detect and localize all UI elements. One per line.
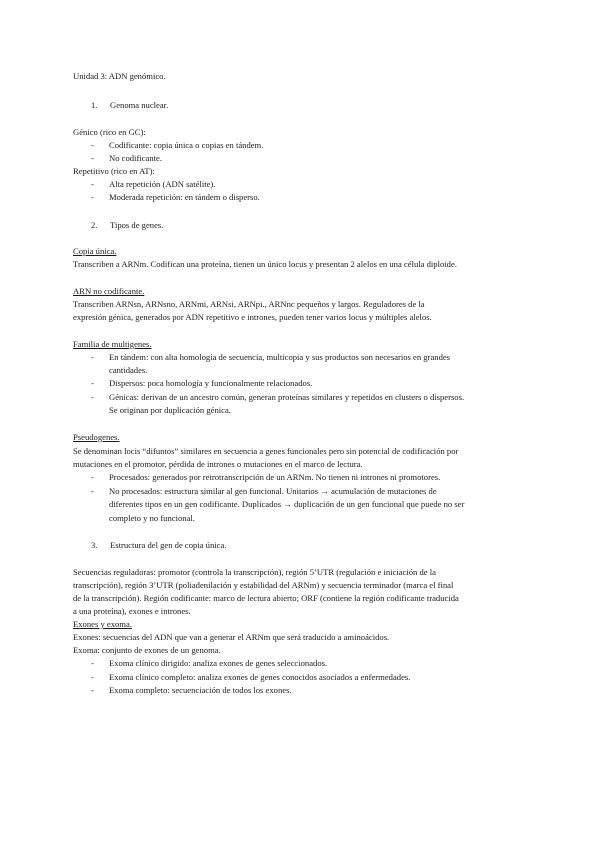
list-item: Moderada repetición: en tándem o disperso. [109, 192, 260, 202]
list-bullet: - [91, 672, 94, 682]
list-bullet: - [91, 179, 94, 189]
list-item: Codificante: copia única o copias en tándem. [109, 140, 264, 150]
genico-label: Génico (rico en GC): [73, 127, 146, 137]
repetitivo-label: Repetitivo (rico en AT): [73, 166, 155, 176]
list-item: Exoma completo: secuenciación de todos los exones. [109, 685, 292, 695]
document-title: Unidad 3: ADN genómico. [73, 71, 166, 81]
list-item-continuation: completo y no funcional. [109, 513, 195, 523]
copia-unica-heading: Copia única. [73, 246, 117, 256]
list-item: Exoma clínico dirigido: analiza exones de genes seleccionados. [109, 658, 328, 668]
section-2-heading: Tipos de genes. [110, 220, 164, 230]
paragraph-line: mutaciones en el promotor, pérdida de intrones o mutaciones en el marco de lectura. [73, 459, 363, 469]
list-bullet: - [91, 685, 94, 695]
exones-heading: Exones y exoma. [73, 619, 132, 629]
list-item-continuation: Se originan por duplicación génica. [109, 405, 231, 415]
list-bullet: - [91, 658, 94, 668]
list-bullet: - [91, 153, 94, 163]
paragraph-line: transcripción), región 3’UTR (poliadenilación y estabilidad del ARNm) y secuencia terminador (marca el final [73, 580, 454, 590]
paragraph-line: expresión génica, generados por ADN repetitivo e intrones, pueden tener varios locus y múltiples alelos. [73, 312, 432, 322]
list-item-continuation: diferentes tipos en un gen codificante. Duplicados → duplicación de un gen funcional que puede no ser [109, 499, 465, 509]
list-bullet: - [91, 472, 94, 482]
list-item: Alta repetición (ADN satélite). [109, 179, 216, 189]
pseudogenes-heading: Pseudogenes. [73, 432, 120, 442]
list-item: En tándem: con alta homología de secuencia, multicopia y sus productos son necesarios en grandes [109, 352, 451, 362]
list-bullet: - [91, 140, 94, 150]
list-item: Dispersos: poca homología y funcionalmente relacionados. [109, 378, 313, 388]
familia-heading: Familia de multigenes. [73, 339, 152, 349]
list-bullet: - [91, 486, 94, 496]
paragraph-line: Secuencias reguladoras: promotor (controla la transcripción), región 5’UTR (regulación e iniciación de la [73, 567, 436, 577]
list-bullet: - [91, 192, 94, 202]
section-3-number: 3. [91, 540, 98, 550]
list-bullet: - [91, 378, 94, 388]
section-1-heading: Genoma nuclear. [110, 100, 169, 110]
section-3-heading: Estructura del gen de copia única. [110, 540, 227, 550]
list-item: Génicas: derivan de un ancestro común, generan proteínas similares y repetidos en clusters o dispersos. [109, 392, 465, 402]
list-bullet: - [91, 352, 94, 362]
paragraph-line: Exoma: conjunto de exones de un genoma. [73, 645, 221, 655]
paragraph-line: Se denominan locis “difuntos” similares en secuencia a genes funcionales pero sin potencial de codificación por [73, 446, 459, 456]
list-item-continuation: cantidades. [109, 365, 148, 375]
list-item: No procesados: estructura similar al gen funcional. Unitarios → acumulación de mutaciones de [109, 486, 437, 496]
arn-no-codificante-heading: ARN no codificante. [73, 286, 145, 296]
paragraph-line: de la transcripción). Región codificante: marco de lectura abierto; ORF (contiene la región codificante traducida [73, 593, 459, 603]
list-item: Exoma clínico completo: analiza exones de genes conocidos asociados a enfermedades. [109, 672, 411, 682]
paragraph-line: a una proteína), exones e intrones. [73, 606, 191, 616]
list-item: No codificante. [109, 153, 162, 163]
paragraph-line: Exones: secuencias del ADN que van a generar el ARNm que será traducido a aminoácidos. [73, 632, 390, 642]
list-bullet: - [91, 392, 94, 402]
section-1-number: 1. [91, 100, 98, 110]
section-2-number: 2. [91, 220, 98, 230]
list-item: Procesados: generados por retrotranscripción de un ARNm. No tienen ni intrones ni promotores. [109, 472, 441, 482]
copia-unica-text: Transcriben a ARNm. Codifican una proteína, tienen un único locus y presentan 2 alelos en una célula diploide. [73, 259, 457, 269]
paragraph-line: Transcriben ARNsn, ARNsno, ARNmi, ARNsi, ARNpi., ARNnc pequeños y largos. Reguladores de la [73, 299, 425, 309]
